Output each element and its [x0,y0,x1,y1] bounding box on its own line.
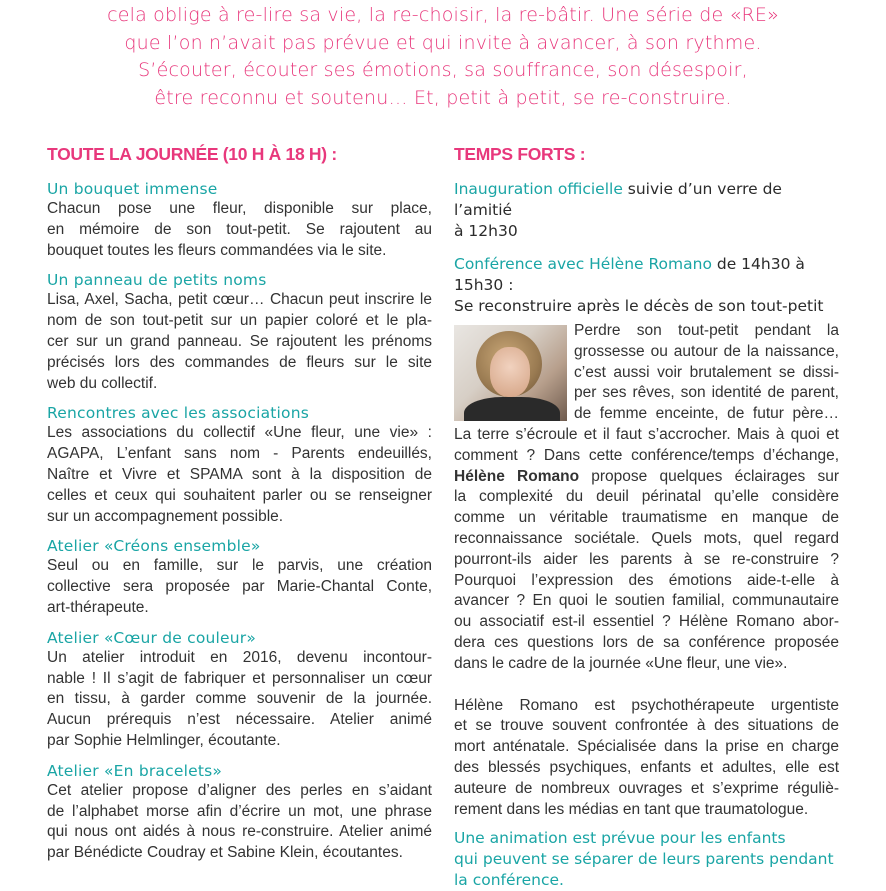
highlights-column [454,142,839,891]
intro-line: cela oblige à re-lire sa vie, la re-choisir, la re-bâtir. Une série de «RE» [107,4,779,26]
activity-item [47,403,432,527]
text-line [454,467,839,488]
activity-description [47,781,432,864]
text-line: Cet atelier propose d’aligner des perles en s’aidant [47,781,432,799]
text-line: par Sophie Helmlinger, écoutante. [47,731,281,749]
activity-item [47,761,432,864]
text-line: la conférence. [454,871,564,890]
activity-item [47,536,432,618]
activity-title: Atelier «Créons ensemble» [47,537,261,556]
text-line: web du collectif. [47,374,158,392]
text-line: Perdre son tout-petit pendant la [574,322,839,339]
text-line: La terre s’écroule et il faut s’accrocher. Mais à quoi et [454,425,839,443]
text-line: avancer ? En quoi le soutien familial, communautaire [454,592,839,610]
inauguration-time: à 12h30 [454,222,518,240]
activity-item [47,270,432,394]
text-line: Pourquoi l’expression des émotions aide-t-elle à [454,571,839,589]
text-line: reconnaissance sociétale. Quels mots, quel regard [454,529,839,547]
inauguration-title: Inauguration officielle [454,180,623,198]
text-line: comme un véritable traumatisme en manque de [454,509,839,527]
text-line: par Bénédicte Coudray et Sabine Klein, écoutantes. [47,844,403,862]
text-line: qui nous ont aidés à nous re-construire. Atelier animé [47,823,432,841]
text-line: Lisa, Axel, Sacha, petit cœur… Chacun peut inscrire le [47,291,432,309]
highlights-heading: TEMPS FORTS : [454,144,586,164]
activity-description [47,648,432,752]
text-line: Hélène Romano est psychothérapeute urgentiste [454,696,839,714]
activity-title: Atelier «En bracelets» [47,761,223,780]
activity-title: Un panneau de petits noms [47,271,267,290]
speaker-name: Hélène Romano [454,467,580,485]
intro-paragraph [0,0,886,112]
text-line: dera ces questions lors de sa conférence proposée [454,633,839,651]
activity-description [47,290,432,394]
text-line: en tissu, à garder comme souvenir de la journée. [47,690,432,708]
text-line: nable ! Il s’agit de fabriquer et personnaliser un cœur [47,669,432,687]
conference-subtitle: Se reconstruire après le décès de son tout-petit [454,297,824,315]
text-line: rement dans les médias en tant que traumatologue. [454,800,809,818]
text-line: de femme enceinte, de futur père… [574,405,839,423]
text-line: Les associations du collectif «Une fleur, une vie» : [47,424,432,442]
conference-title: Conférence avec Hélène Romano [454,255,712,273]
text-line: ou associatif est-il essentiel ? Hélène Romano abor- [454,613,839,631]
activity-title: Rencontres avec les associations [47,404,310,423]
text-line: sur un accompagnement possible. [47,507,284,525]
conference-block [454,254,839,317]
text-line: bouquet toutes les fleurs commandées via le site. [47,241,387,259]
text-line: celles et ceux qui souhaitent parler ou se renseigner [47,486,432,504]
text-line: nom de son tout-petit sur un papier coloré et le pla- [47,312,432,330]
text-line: grossesse ou autour de la naissance, [574,342,839,360]
activity-item [47,179,432,261]
text-line: auteure de nombreux ouvrages et s’exprime réguliè- [454,779,839,797]
text-line: Une animation est prévue pour les enfants [454,829,786,848]
inauguration-text: suivie d’un verre de l’amitié [454,180,782,219]
children-note [454,828,839,891]
text-line: art-thérapeute. [47,598,149,616]
intro-line: S’écouter, écouter ses émotions, sa souffrance, son désespoir, [138,59,748,81]
text-line: Naître et Vivre et SPAMA sont à la disposition de [47,465,432,483]
conference-time: de 14h30 à 15h30 : [454,255,805,294]
activity-description [47,423,432,527]
text-line: comment ? Dans cette conférence/temps d’échange, [454,446,839,464]
text-line: la complexité du deuil périnatal qu’elle considère [454,488,839,506]
text-line: Chacun pose une fleur, disponible sur place, [47,200,432,217]
text-line: des blessés psychiques, enfants et adultes, elle est [454,758,839,776]
text-line: en mémoire de son tout-petit. Se rajoutent au [47,220,432,238]
text-line: de l’alphabet morse afin d’écrire un mot, une phrase [47,802,432,820]
text-line: c’est aussi voir brutalement se dissi- [574,363,839,381]
text-line: mort anténatale. Spécialisée dans la prise en charge [454,738,839,756]
activity-item [47,628,432,752]
speaker-photo [454,325,567,421]
intro-line: que l’on n’avait pas prévue et qui invite à avancer, à son rythme. [124,31,762,54]
activity-title: Un bouquet immense [47,180,218,198]
activity-title: Atelier «Cœur de couleur» [47,628,257,647]
text-line: pourront-ils aider les parents à se re-construire ? [454,550,839,568]
text-fragment: propose quelques éclairages sur [579,467,839,485]
intro-line: être reconnu et soutenu… Et, petit à petit, se re-construire. [154,86,732,109]
activity-description [47,199,432,261]
text-line: per ses rêves, son identité de parent, [574,384,839,402]
text-line: collective sera proposée par Marie-Chantal Conte, [47,578,432,596]
text-line: AGAPA, L’enfant sans nom - Parents endeuillés, [47,445,432,463]
activity-description [47,556,432,618]
inauguration-block [454,179,839,242]
text-line: qui peuvent se séparer de leurs parents pendant [454,850,834,869]
text-line: et se trouve souvent confrontée à des situations de [454,717,839,735]
text-line: cer sur un grand panneau. Se rajoutent les prénoms [47,332,432,350]
all-day-column [47,142,432,873]
text-line: Un atelier introduit en 2016, devenu incontour- [47,648,432,666]
text-line: Seul ou en famille, sur le parvis, une création [47,557,432,575]
text-line: précisés lors des commandes de fleurs sur le site [47,353,432,371]
all-day-heading: TOUTE LA JOURNÉE (10 H À 18 H) : [47,144,337,164]
conference-description [454,321,839,820]
text-line: Aucun prérequis n’est nécessaire. Atelier animé [47,711,432,729]
text-line: dans le cadre de la journée «Une fleur, une vie». [454,654,788,672]
